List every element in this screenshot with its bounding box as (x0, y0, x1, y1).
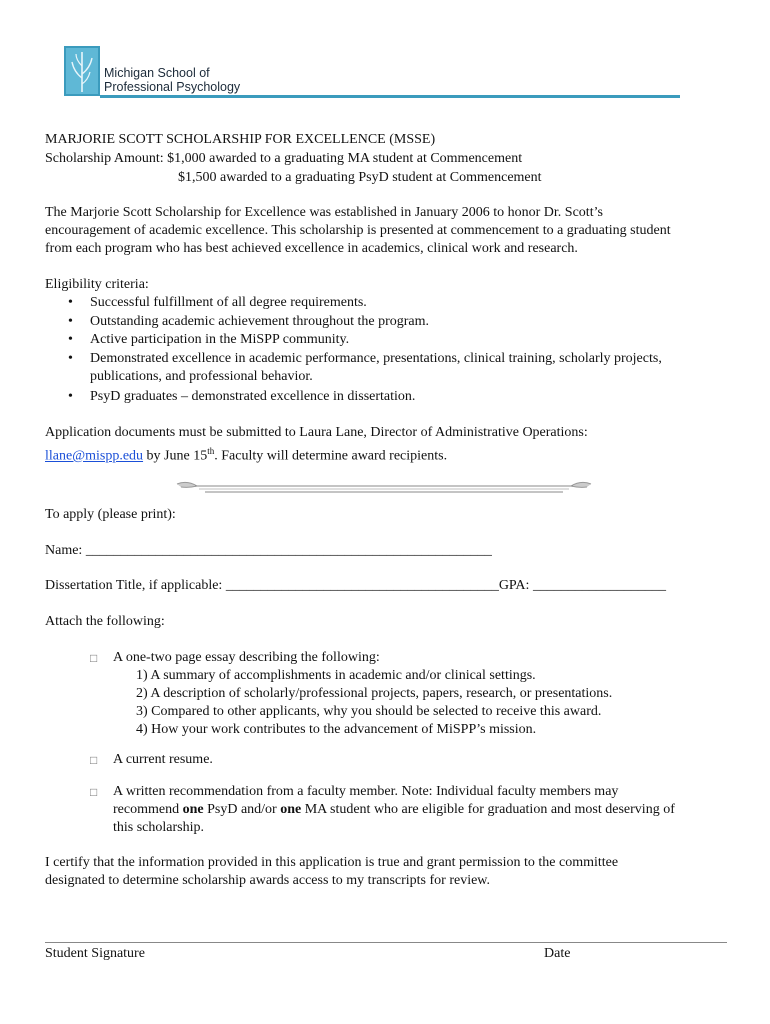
dissertation-row (45, 577, 666, 595)
amount-line-2: $1,500 awarded to a graduating PsyD student at Commencement (178, 170, 542, 185)
intro-line-3: from each program who has best achieved excellence in academics, clinical work and research. (45, 241, 578, 256)
bullet-icon: • (68, 351, 73, 366)
name-field[interactable]: __________________________________________________________ (85, 543, 492, 558)
deadline-text: by June 15 (146, 448, 208, 464)
essay-item: 1) A summary of accomplishments in academic and/or clinical settings. (136, 668, 536, 683)
recommendation-line-3: this scholarship. (113, 820, 204, 835)
attach-heading: Attach the following: (45, 614, 165, 629)
bullet-icon: • (68, 314, 73, 329)
checkbox-icon[interactable]: □ (90, 785, 98, 799)
logo-text (104, 66, 240, 94)
logo-line-2: Professional Psychology (104, 80, 241, 94)
recommendation-line-1: A written recommendation from a faculty member. Note: Individual faculty members may (113, 784, 619, 799)
essay-label: A one-two page essay describing the following: (113, 650, 380, 665)
eligibility-heading: Eligibility criteria: (45, 277, 149, 292)
emphasis-one: one (280, 802, 302, 817)
apply-instruction: To apply (please print): (45, 507, 176, 522)
gpa-label: GPA: (498, 578, 533, 593)
gpa-field[interactable]: ___________________ (532, 578, 666, 593)
recommendation-line-2: recommend one PsyD and/or one MA student who are eligible for graduation and most deserving of (113, 802, 675, 817)
signature-line[interactable] (45, 942, 727, 943)
checkbox-icon[interactable]: □ (90, 753, 98, 767)
bullet-icon: • (68, 389, 73, 404)
essay-item: 4) How your work contributes to the advancement of MiSPP’s mission. (136, 722, 537, 737)
plant-stalk-icon (66, 48, 98, 94)
email-link[interactable]: llane@mispp.edu (45, 448, 144, 464)
name-row (45, 542, 492, 560)
award-text: . Faculty will determine award recipients. (214, 448, 448, 464)
intro-line-2: encouragement of academic excellence. This scholarship is presented at commencement to a graduating student (45, 223, 671, 238)
ornamental-divider (175, 478, 593, 496)
signature-label: Student Signature (45, 946, 145, 961)
header-rule (100, 95, 680, 98)
bullet-icon: • (68, 332, 73, 347)
essay-item: 2) A description of scholarly/professional projects, papers, research, or presentations. (136, 686, 613, 701)
emphasis-one: one (182, 802, 204, 817)
bullet-icon: • (68, 295, 73, 310)
dissertation-label: Dissertation Title, if applicable: (45, 578, 226, 593)
checkbox-icon[interactable]: □ (90, 651, 98, 665)
certify-line-2: designated to determine scholarship awards access to my transcripts for review. (45, 873, 490, 888)
date-label: Date (544, 946, 571, 961)
name-label: Name: (45, 543, 86, 558)
essay-item: 3) Compared to other applicants, why you should be selected to receive this award. (136, 704, 602, 719)
logo-line-1: Michigan School of (104, 66, 210, 80)
application-line-1: Application documents must be submitted to Laura Lane, Director of Administrative Operations: (45, 425, 588, 440)
amount-line-1: Scholarship Amount: $1,000 awarded to a graduating MA student at Commencement (45, 151, 523, 166)
application-line-2 (45, 442, 447, 466)
intro-line-1: The Marjorie Scott Scholarship for Excellence was established in January 2006 to honor Dr. Scott’s (45, 205, 603, 220)
resume-label: A current resume. (113, 752, 213, 767)
page-title: MARJORIE SCOTT SCHOLARSHIP FOR EXCELLENCE (MSSE) (45, 132, 436, 147)
dissertation-field[interactable]: _______________________________________ (225, 578, 499, 593)
deadline-sup: th (207, 446, 215, 456)
certify-line-1: I certify that the information provided in this application is true and grant permission to the committee (45, 855, 619, 870)
logo-icon (64, 46, 100, 96)
eligibility-item-continued: publications, and professional behavior. (90, 369, 313, 384)
